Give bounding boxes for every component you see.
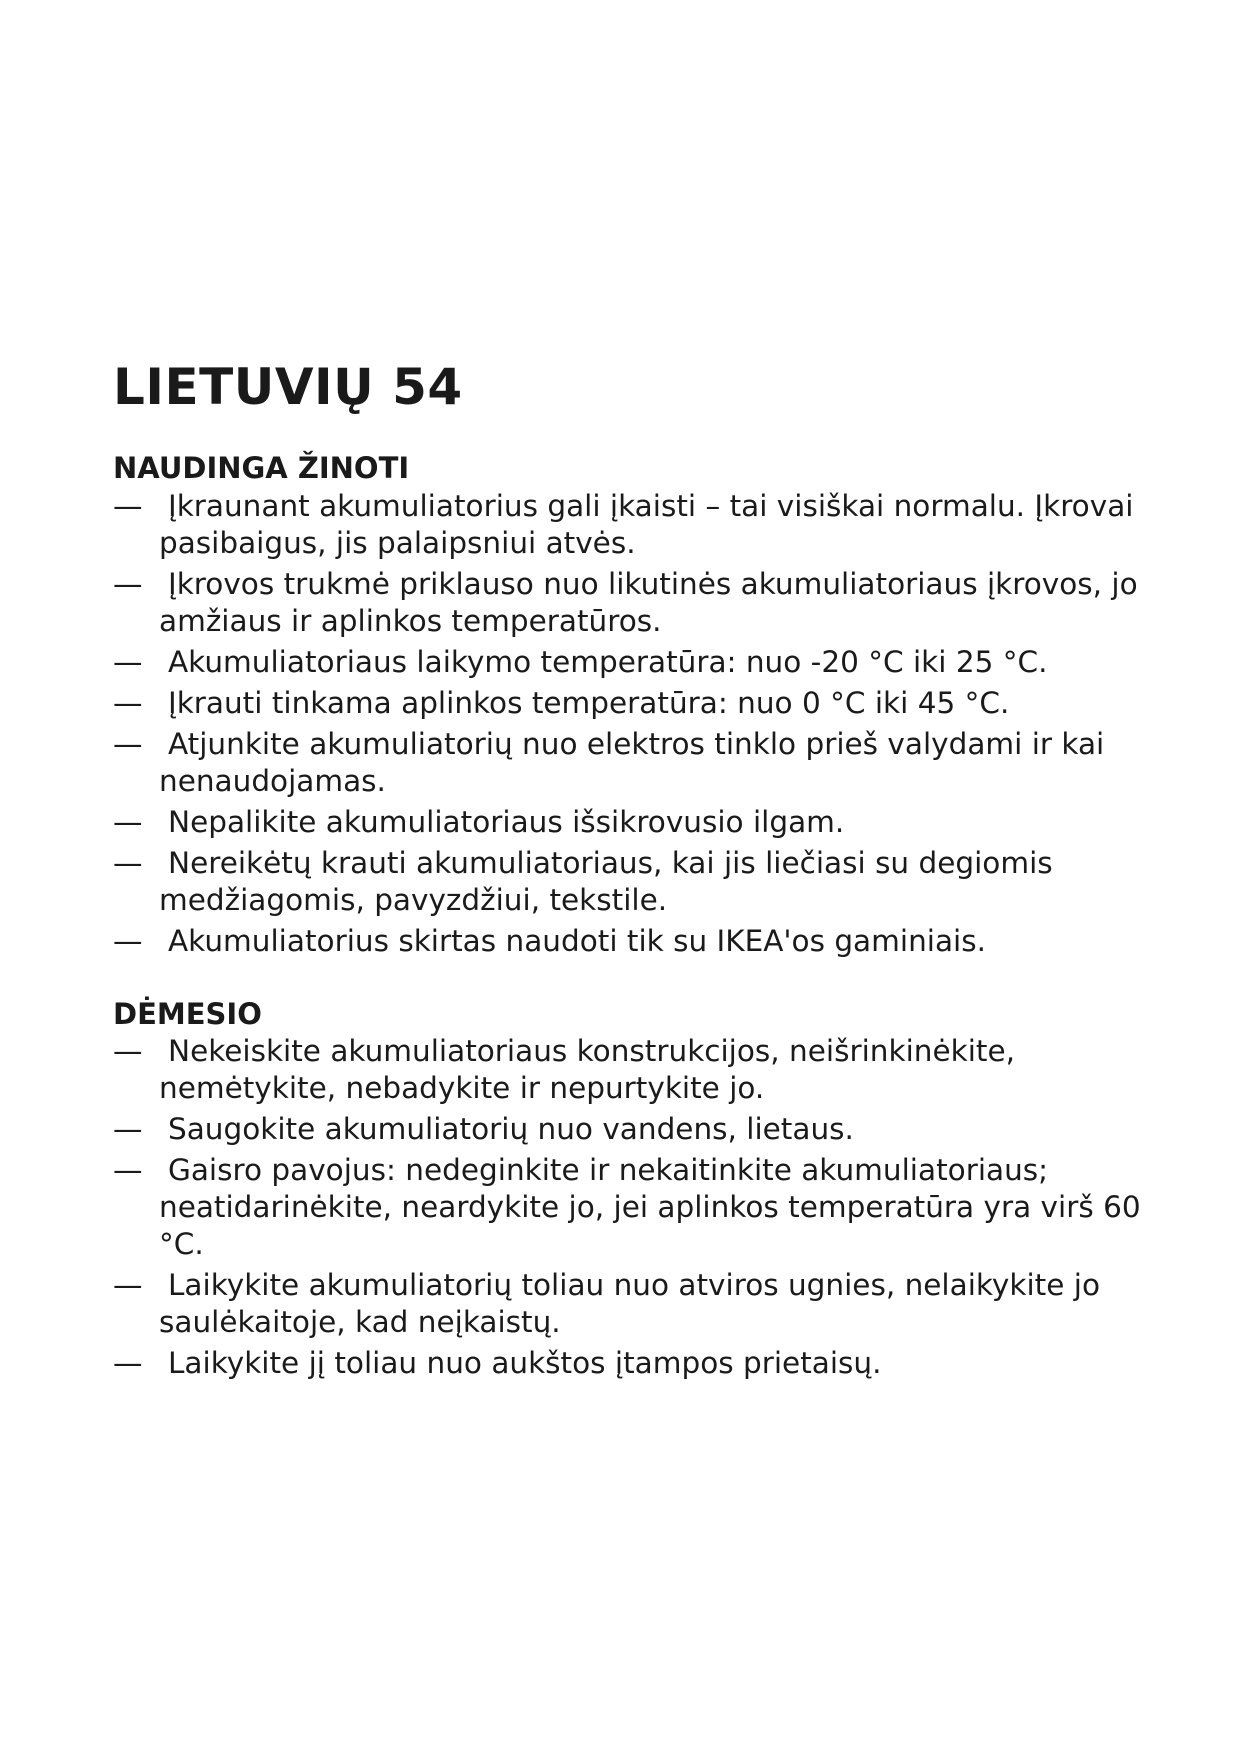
section-useful-info xyxy=(113,450,1153,960)
section-caution xyxy=(113,996,1153,1383)
list-item-text: Laikykite akumuliatorių toliau nuo atviros ugnies, nelaikykite jo saulėkaitoje, kad neįkaistų. xyxy=(159,1268,1101,1340)
list-item xyxy=(113,804,1153,841)
dash-bullet: — xyxy=(113,566,143,601)
useful-info-list xyxy=(113,488,1153,960)
section-heading: NAUDINGA ŽINOTI xyxy=(113,451,410,485)
dash-bullet: — xyxy=(113,1112,143,1147)
list-item-text: Laikykite jį toliau nuo aukštos įtampos prietaisų. xyxy=(168,1346,882,1381)
list-item xyxy=(113,566,1153,640)
list-item xyxy=(113,1111,1153,1148)
list-item xyxy=(113,488,1153,562)
section-heading: DĖMESIO xyxy=(113,996,262,1031)
dash-bullet: — xyxy=(113,685,143,720)
list-item-text: Įkrauti tinkama aplinkos temperatūra: nuo 0 °C iki 45 °C. xyxy=(168,685,1010,720)
caution-list xyxy=(113,1033,1153,1382)
list-item-text: Atjunkite akumuliatorių nuo elektros tinklo prieš valydami ir kai nenaudojamas. xyxy=(159,726,1105,798)
list-item xyxy=(113,726,1153,800)
page-title: LIETUVIŲ 54 xyxy=(113,358,463,416)
dash-bullet: — xyxy=(113,923,143,958)
list-item-text: Įkraunant akumuliatorius gali įkaisti – tai visiškai normalu. Įkrovai pasibaigus, jis palaipsniui atvės. xyxy=(159,488,1134,560)
dash-bullet: — xyxy=(113,488,143,523)
dash-bullet: — xyxy=(113,644,143,679)
list-item xyxy=(113,1152,1153,1263)
dash-bullet: — xyxy=(113,845,143,880)
list-item xyxy=(113,685,1153,722)
list-item-text: Įkrovos trukmė priklauso nuo likutinės akumuliatoriaus įkrovos, jo amžiaus ir aplinkos temperatūros. xyxy=(159,566,1138,638)
list-item xyxy=(113,1345,1153,1382)
list-item-text: Saugokite akumuliatorių nuo vandens, lietaus. xyxy=(168,1112,854,1147)
dash-bullet: — xyxy=(113,1034,143,1069)
dash-bullet: — xyxy=(113,1346,143,1381)
list-item xyxy=(113,1033,1153,1107)
dash-bullet: — xyxy=(113,804,143,839)
list-item-text: Nekeiskite akumuliatoriaus konstrukcijos, neišrinkinėkite, nemėtykite, nebadykite ir nepurtykite jo. xyxy=(159,1034,1015,1106)
dash-bullet: — xyxy=(113,1268,143,1303)
list-item xyxy=(113,923,1153,960)
list-item-text: Nepalikite akumuliatoriaus išsikrovusio ilgam. xyxy=(168,804,845,839)
list-item-text: Akumuliatorius skirtas naudoti tik su IKEA'os gaminiais. xyxy=(168,923,986,958)
list-item-text: Nereikėtų krauti akumuliatoriaus, kai jis liečiasi su degiomis medžiagomis, pavyzdžiui, tekstile. xyxy=(159,845,1053,917)
dash-bullet: — xyxy=(113,1153,143,1188)
dash-bullet: — xyxy=(113,726,143,761)
list-item xyxy=(113,1267,1153,1341)
document-page xyxy=(113,360,1153,1386)
list-item-text: Akumuliatoriaus laikymo temperatūra: nuo -20 °C iki 25 °C. xyxy=(168,644,1048,679)
list-item-text: Gaisro pavojus: nedeginkite ir nekaitinkite akumuliatoriaus; neatidarinėkite, neardykite jo, jei aplinkos temperatūra yra virš 60 °C. xyxy=(159,1153,1141,1262)
list-item xyxy=(113,644,1153,681)
list-item xyxy=(113,845,1153,919)
